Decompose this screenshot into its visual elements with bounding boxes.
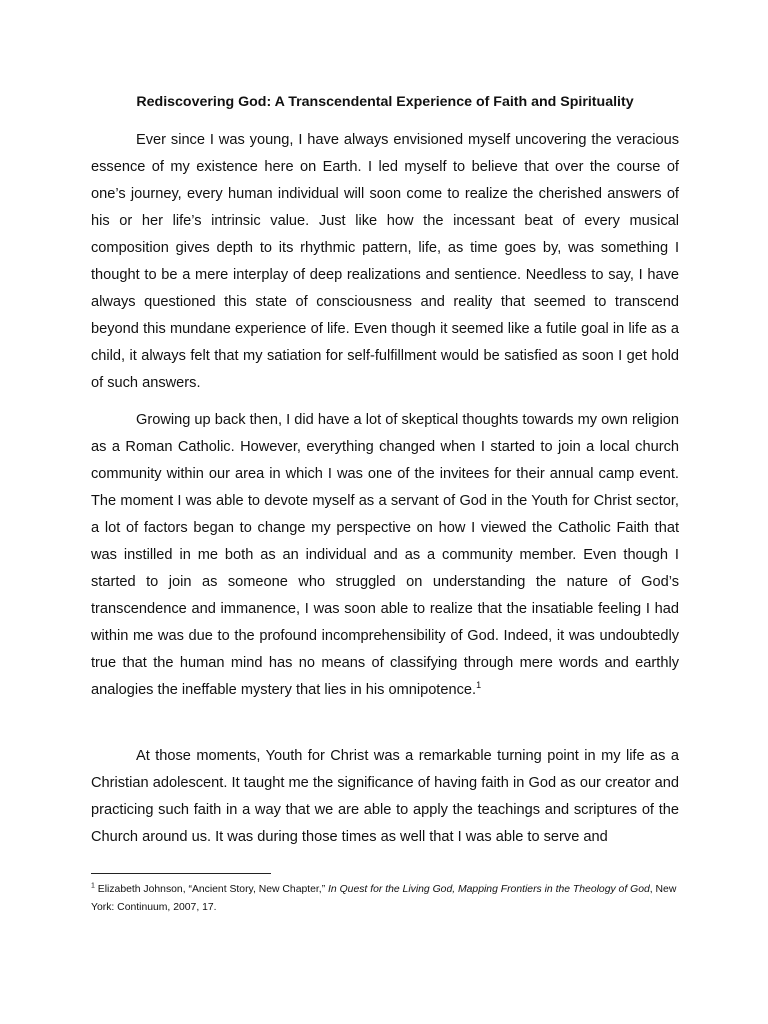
paragraph-3-text: At those moments, Youth for Christ was a remarkable turning point in my life as a Christian adolescent. It taught me the significance of having faith in God as our creator and practicing such faith in a way that we are able to apply the teachings and scriptures of the Church around us. It was during those times as well that I was able to serve and	[91, 748, 679, 845]
paragraph-3	[91, 743, 679, 851]
footnote-separator	[91, 873, 271, 874]
paragraph-1	[91, 127, 679, 397]
footnote	[91, 881, 681, 917]
footnote-publication: , New York: Continuum, 2007, 17.	[91, 884, 677, 913]
footnote-number: 1	[91, 882, 95, 890]
paragraph-2	[91, 407, 679, 704]
paragraph-2-text: Growing up back then, I did have a lot of skeptical thoughts towards my own religion as a Roman Catholic. However, everything changed when I started to join a local church community within our area in which I was one of the invitees for their annual camp event. The moment I was able to devote myself as a servant of God in the Youth for Christ sector, a lot of factors began to change my perspective on how I viewed the Catholic Faith that was instilled in me both as an individual and as a community member. Even though I started to join as someone who struggled on understanding the nature of God’s transcendence and immanence, I was soon able to realize that the insatiable feeling I had within me was due to the profound incomprehensibility of God. Indeed, it was undoubtedly true that the human mind has no means of classifying through mere words and earthly analogies the ineffable mystery that lies in his omnipotence.	[91, 412, 679, 698]
footnote-author: Elizabeth Johnson,	[94, 884, 189, 895]
footnote-chapter: “Ancient Story, New Chapter,”	[188, 884, 326, 895]
document-title: Rediscovering God: A Transcendental Experience of Faith and Spirituality	[136, 94, 634, 110]
paragraph-1-text: Ever since I was young, I have always envisioned myself uncovering the veracious essence of my existence here on Earth. I led myself to believe that over the course of one’s journey, every human individual will soon come to realize the cherished answers of his or her life’s intrinsic value. Just like how the incessant beat of every musical composition gives depth to its rhythmic pattern, life, as time goes by, was something I thought to be a mere interplay of deep realizations and sentience. Needless to say, I have always questioned this state of consciousness and reality that seemed to transcend beyond this mundane experience of life. Even though it seemed like a futile goal in life as a child, it always felt that my satiation for self-fulfillment would be satisfied as soon I get hold of such answers.	[91, 132, 679, 391]
footnote-book-title: In Quest for the Living God, Mapping Frontiers in the Theology of God	[325, 884, 650, 895]
footnote-reference: 1	[476, 680, 482, 691]
